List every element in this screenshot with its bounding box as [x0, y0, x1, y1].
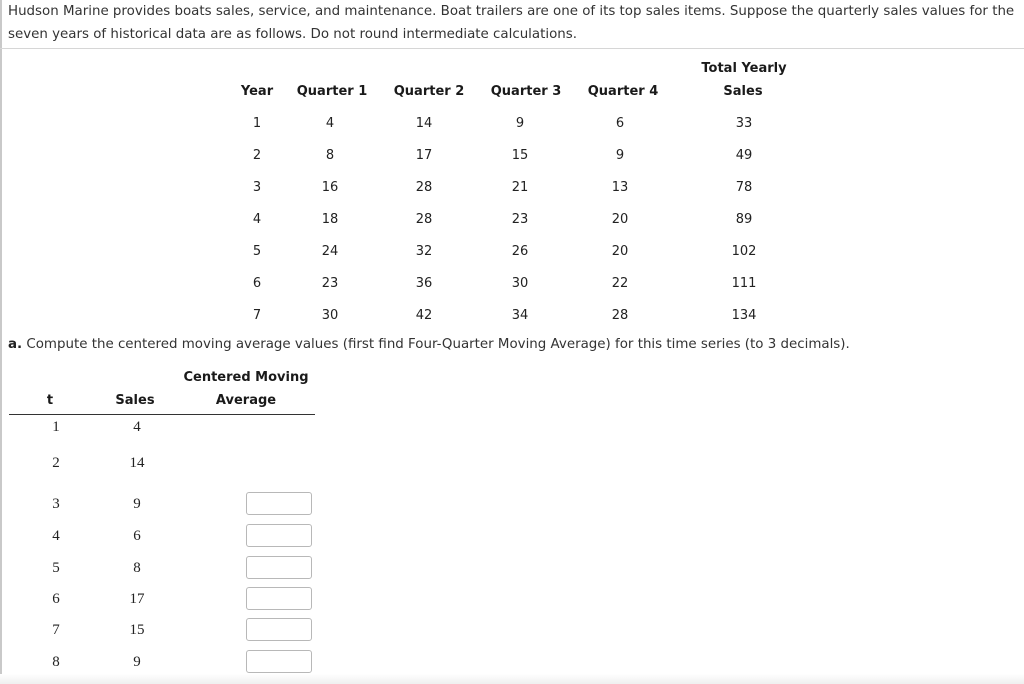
cell-sales: 17 — [129, 591, 145, 607]
header-year: Year — [240, 84, 274, 99]
cell-t: 6 — [52, 591, 60, 607]
header-quarter-3: Quarter 3 — [490, 84, 562, 99]
cell-quarter-2: 42 — [415, 308, 433, 323]
question-intro-text: Hudson Marine provides boats sales, service, and maintenance. Boat trailers are one of its top sales items. Suppose the quarterly sales values for the seven years of historical data are as follows. Do not round intermediate calculations. — [8, 4, 1015, 42]
cell-quarter-4: 20 — [611, 212, 629, 227]
cell-quarter-4: 28 — [611, 308, 629, 323]
part-a-label: a. — [8, 337, 23, 352]
cell-t: 1 — [52, 419, 60, 435]
cell-sales: 15 — [129, 622, 145, 638]
header-quarter-4: Quarter 4 — [587, 84, 659, 99]
cell-quarter-1: 30 — [321, 308, 339, 323]
header-sales: Sales — [115, 393, 155, 408]
cell-quarter-4: 22 — [611, 276, 629, 291]
cell-sales: 9 — [133, 654, 141, 670]
cell-quarter-1: 18 — [321, 212, 339, 227]
cell-year: 7 — [252, 308, 262, 323]
cell-year: 1 — [252, 116, 262, 131]
cell-quarter-1: 4 — [325, 116, 335, 131]
cell-quarter-3: 15 — [511, 148, 529, 163]
cell-total-yearly-sales: 134 — [731, 308, 757, 323]
cell-year: 6 — [252, 276, 262, 291]
cell-sales: 8 — [133, 560, 141, 576]
cell-sales: 4 — [133, 419, 141, 435]
cell-quarter-3: 23 — [511, 212, 529, 227]
cell-year: 5 — [252, 244, 262, 259]
cell-quarter-3: 26 — [511, 244, 529, 259]
cell-t: 2 — [52, 455, 60, 471]
cell-sales: 6 — [133, 528, 141, 544]
cma-answer-input[interactable] — [246, 556, 312, 579]
cell-total-yearly-sales: 33 — [735, 116, 753, 131]
cell-total-yearly-sales: 89 — [735, 212, 753, 227]
cma-answer-input[interactable] — [246, 650, 312, 673]
cma-answer-input[interactable] — [246, 618, 312, 641]
cma-answer-input[interactable] — [246, 492, 312, 515]
bottom-scroll-shadow — [0, 674, 1024, 684]
cell-t: 8 — [52, 654, 60, 670]
header-quarter-1: Quarter 1 — [296, 84, 368, 99]
cell-quarter-2: 17 — [415, 148, 433, 163]
cell-sales: 14 — [129, 455, 145, 471]
cell-quarter-3: 9 — [515, 116, 525, 131]
cell-year: 3 — [252, 180, 262, 195]
cell-total-yearly-sales: 49 — [735, 148, 753, 163]
cell-year: 4 — [252, 212, 262, 227]
cell-quarter-4: 9 — [615, 148, 625, 163]
cell-quarter-4: 6 — [615, 116, 625, 131]
cell-quarter-2: 14 — [415, 116, 433, 131]
header-t: t — [46, 393, 54, 408]
cell-quarter-2: 28 — [415, 180, 433, 195]
cell-total-yearly-sales: 111 — [731, 276, 757, 291]
header-cma-line1: Centered Moving — [183, 370, 309, 385]
cell-total-yearly-sales: 78 — [735, 180, 753, 195]
cell-quarter-2: 32 — [415, 244, 433, 259]
cell-quarter-4: 20 — [611, 244, 629, 259]
cma-answer-input[interactable] — [246, 524, 312, 547]
cma-answer-input[interactable] — [246, 587, 312, 610]
header-cma-line2: Average — [215, 393, 277, 408]
cell-quarter-3: 34 — [511, 308, 529, 323]
left-border — [0, 0, 2, 684]
header-quarter-2: Quarter 2 — [393, 84, 465, 99]
cell-t: 7 — [52, 622, 60, 638]
cell-quarter-1: 16 — [321, 180, 339, 195]
cell-quarter-3: 21 — [511, 180, 529, 195]
cell-quarter-2: 28 — [415, 212, 433, 227]
cell-quarter-1: 8 — [325, 148, 335, 163]
cell-sales: 9 — [133, 496, 141, 512]
cell-t: 3 — [52, 496, 60, 512]
question-intro-block — [0, 0, 1024, 49]
cell-quarter-2: 36 — [415, 276, 433, 291]
cell-total-yearly-sales: 102 — [731, 244, 757, 259]
cell-quarter-1: 24 — [321, 244, 339, 259]
header-total-yearly-line2: Sales — [723, 84, 763, 99]
cma-header-underline — [9, 414, 315, 415]
cell-quarter-3: 30 — [511, 276, 529, 291]
cell-quarter-4: 13 — [611, 180, 629, 195]
cell-t: 4 — [52, 528, 60, 544]
part-a-instruction — [8, 337, 850, 353]
cell-quarter-1: 23 — [321, 276, 339, 291]
part-a-text: Compute the centered moving average values (first find Four-Quarter Moving Average) for this time series (to 3 decimals). — [26, 337, 850, 352]
header-total-yearly-line1: Total Yearly — [701, 61, 787, 76]
cell-t: 5 — [52, 560, 60, 576]
cell-year: 2 — [252, 148, 262, 163]
